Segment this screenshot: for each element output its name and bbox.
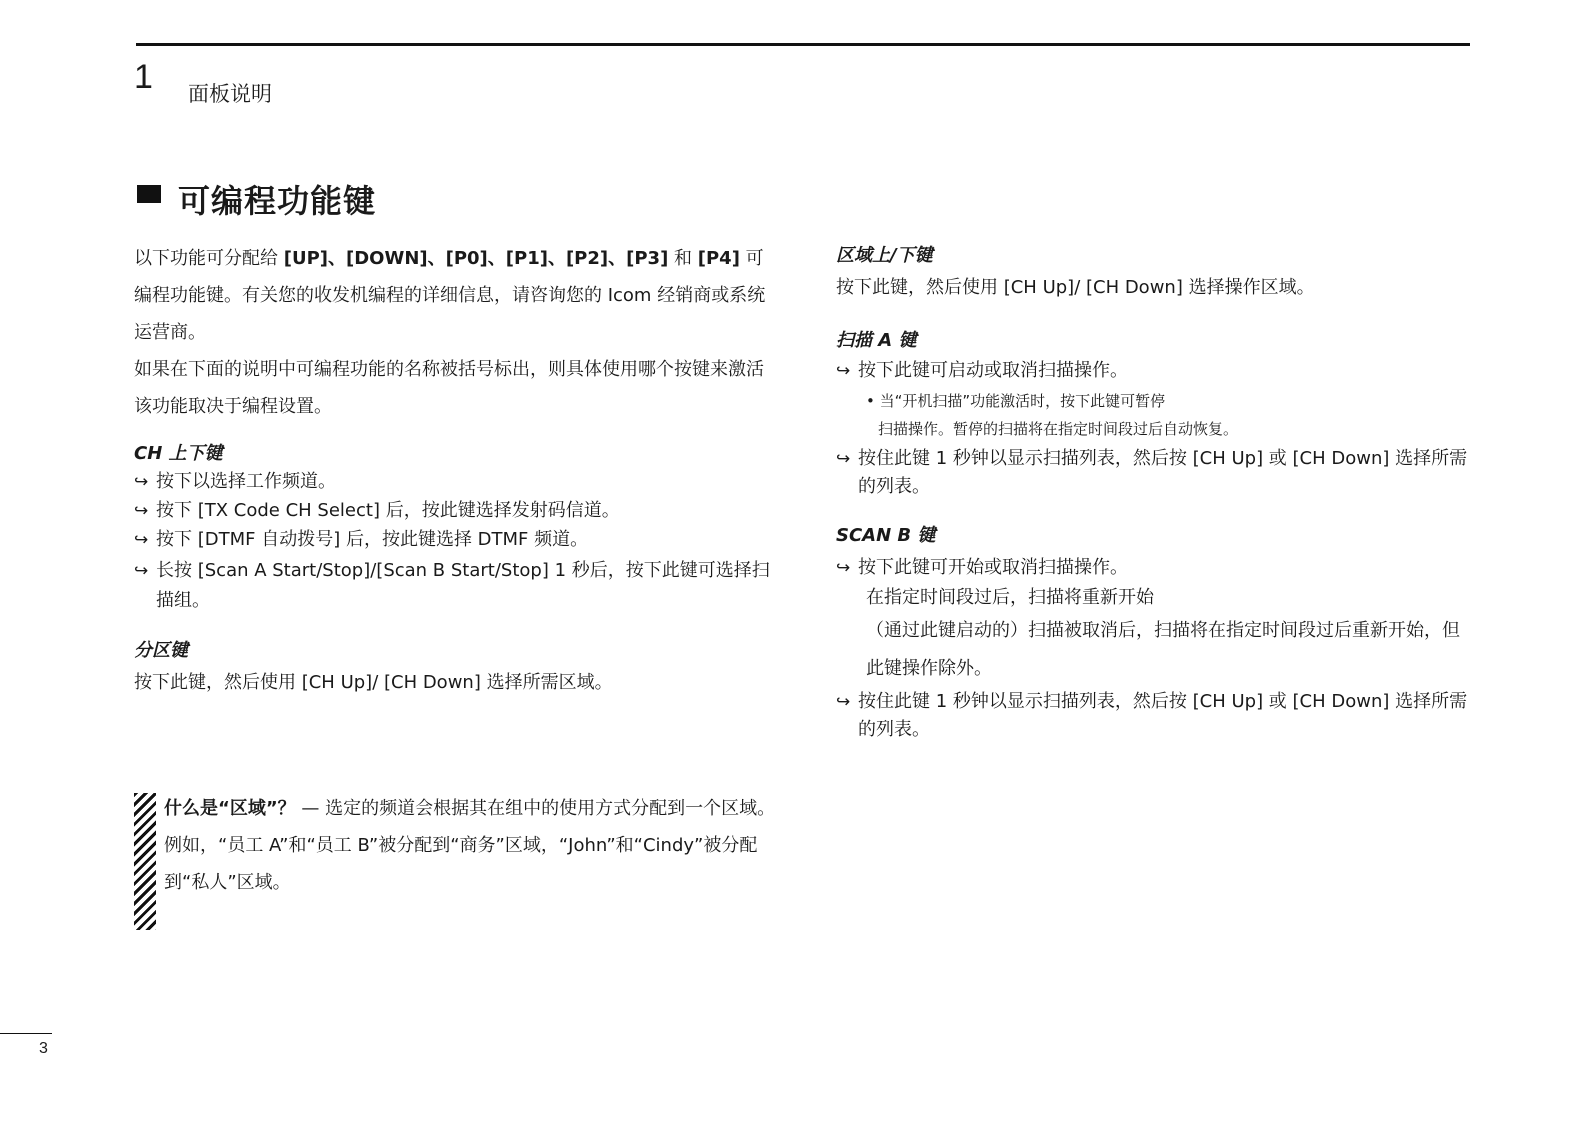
- intro-key-last: [P4]: [697, 248, 740, 269]
- note-box: [134, 790, 774, 930]
- ch-updown-heading: CH 上下键: [134, 443, 223, 464]
- right-column: [836, 240, 1476, 747]
- scan-a-heading: 扫描 A 键: [836, 330, 917, 351]
- section-marker-icon: [137, 185, 161, 203]
- arrow-icon: ↪: [836, 692, 851, 712]
- list-item-text: 按下 [DTMF 自动拨号] 后，按此键选择 DTMF 频道。: [156, 529, 589, 550]
- list-item: [836, 688, 1476, 744]
- list-item: [134, 527, 774, 553]
- header-rule: [136, 43, 1470, 46]
- list-item-text: 按下 [TX Code CH Select] 后，按此键选择发射码信道。: [156, 500, 620, 521]
- chapter-number: 1: [134, 58, 153, 96]
- scan-a-sub-2: 扫描操作。暂停的扫描将在指定时间段过后自动恢复。: [878, 420, 1239, 438]
- intro-keys: [UP]、[DOWN]、[P0]、[P1]、[P2]、[P3]: [283, 248, 669, 269]
- list-item-text: 长按 [Scan A Start/Stop]/[Scan B Start/Stop] 1 秒后，按下此键可选择扫描组。: [156, 560, 770, 611]
- zone-text: 按下此键，然后使用 [CH Up]/ [CH Down] 选择所需区域。: [134, 672, 613, 693]
- zone-updown-text: 按下此键，然后使用 [CH Up]/ [CH Down] 选择操作区域。: [836, 277, 1315, 298]
- scan-b-line-3: （通过此键启动的）扫描被取消后，扫描将在指定时间段过后重新开始，但此键操作除外。: [866, 620, 1460, 679]
- zone-updown-heading: 区域上/下键: [836, 245, 933, 266]
- list-item: [134, 498, 774, 524]
- list-item-text: 按下以选择工作频道。: [156, 471, 336, 492]
- scan-a-sub-1: • 当“开机扫描”功能激活时，按下此键可暂停: [866, 392, 1166, 410]
- list-item-text: 按下此键可开始或取消扫描操作。: [858, 557, 1128, 578]
- ch-updown-list: [134, 469, 774, 616]
- scan-b-list-2: [836, 688, 1476, 744]
- list-item-text: 按住此键 1 秒钟以显示扫描列表，然后按 [CH Up] 或 [CH Down] 选择所需的列表。: [858, 691, 1468, 740]
- intro-text: 以下功能可分配给: [134, 248, 284, 269]
- list-item-text: 按住此键 1 秒钟以显示扫描列表，然后按 [CH Up] 或 [CH Down] 选择所需的列表。: [858, 448, 1468, 497]
- arrow-icon: ↪: [134, 501, 149, 521]
- note-title: 什么是“区域”？: [164, 798, 296, 819]
- arrow-icon: ↪: [134, 561, 149, 581]
- intro-paragraph: [134, 240, 774, 351]
- list-item: [836, 445, 1476, 501]
- arrow-icon: ↪: [836, 558, 851, 578]
- footer-rule: [0, 1033, 52, 1034]
- list-item: [836, 358, 1476, 384]
- intro-paragraph-2: 如果在下面的说明中可编程功能的名称被括号标出，则具体使用哪个按键来激活该功能取决于编程设置。: [134, 359, 764, 417]
- zone-heading: 分区键: [134, 640, 188, 661]
- note-hatch-icon: [134, 793, 156, 930]
- arrow-icon: ↪: [134, 530, 149, 550]
- left-column: [134, 240, 774, 701]
- scan-b-list: [836, 555, 1476, 581]
- intro-text-2: 可编程功能键。有关您的收发机编程的详细信息，请咨询您的 Icom 经销商或系统运营商。: [134, 248, 766, 343]
- page-number: 3: [39, 1040, 48, 1057]
- list-item: [836, 555, 1476, 581]
- arrow-icon: ↪: [836, 361, 851, 381]
- scan-b-heading: SCAN B 键: [836, 525, 936, 546]
- arrow-icon: ↪: [134, 472, 149, 492]
- arrow-icon: ↪: [836, 449, 851, 469]
- note-body: — 选定的频道会根据其在组中的使用方式分配到一个区域。例如，“员工 A”和“员工 B”被分配到“商务”区域，“John”和“Cindy”被分配到“私人”区域。: [164, 798, 776, 893]
- intro-and: 和: [668, 248, 698, 269]
- scan-b-line-2: 在指定时间段过后，扫描将重新开始: [866, 587, 1154, 608]
- chapter-title: 面板说明: [188, 82, 272, 106]
- list-item: [134, 469, 774, 495]
- list-item-text: 按下此键可启动或取消扫描操作。: [858, 360, 1128, 381]
- scan-a-list-2: [836, 445, 1476, 501]
- list-item: [134, 556, 774, 616]
- scan-a-list: [836, 358, 1476, 384]
- section-title: 可编程功能键: [178, 182, 377, 220]
- note-text: [164, 790, 779, 901]
